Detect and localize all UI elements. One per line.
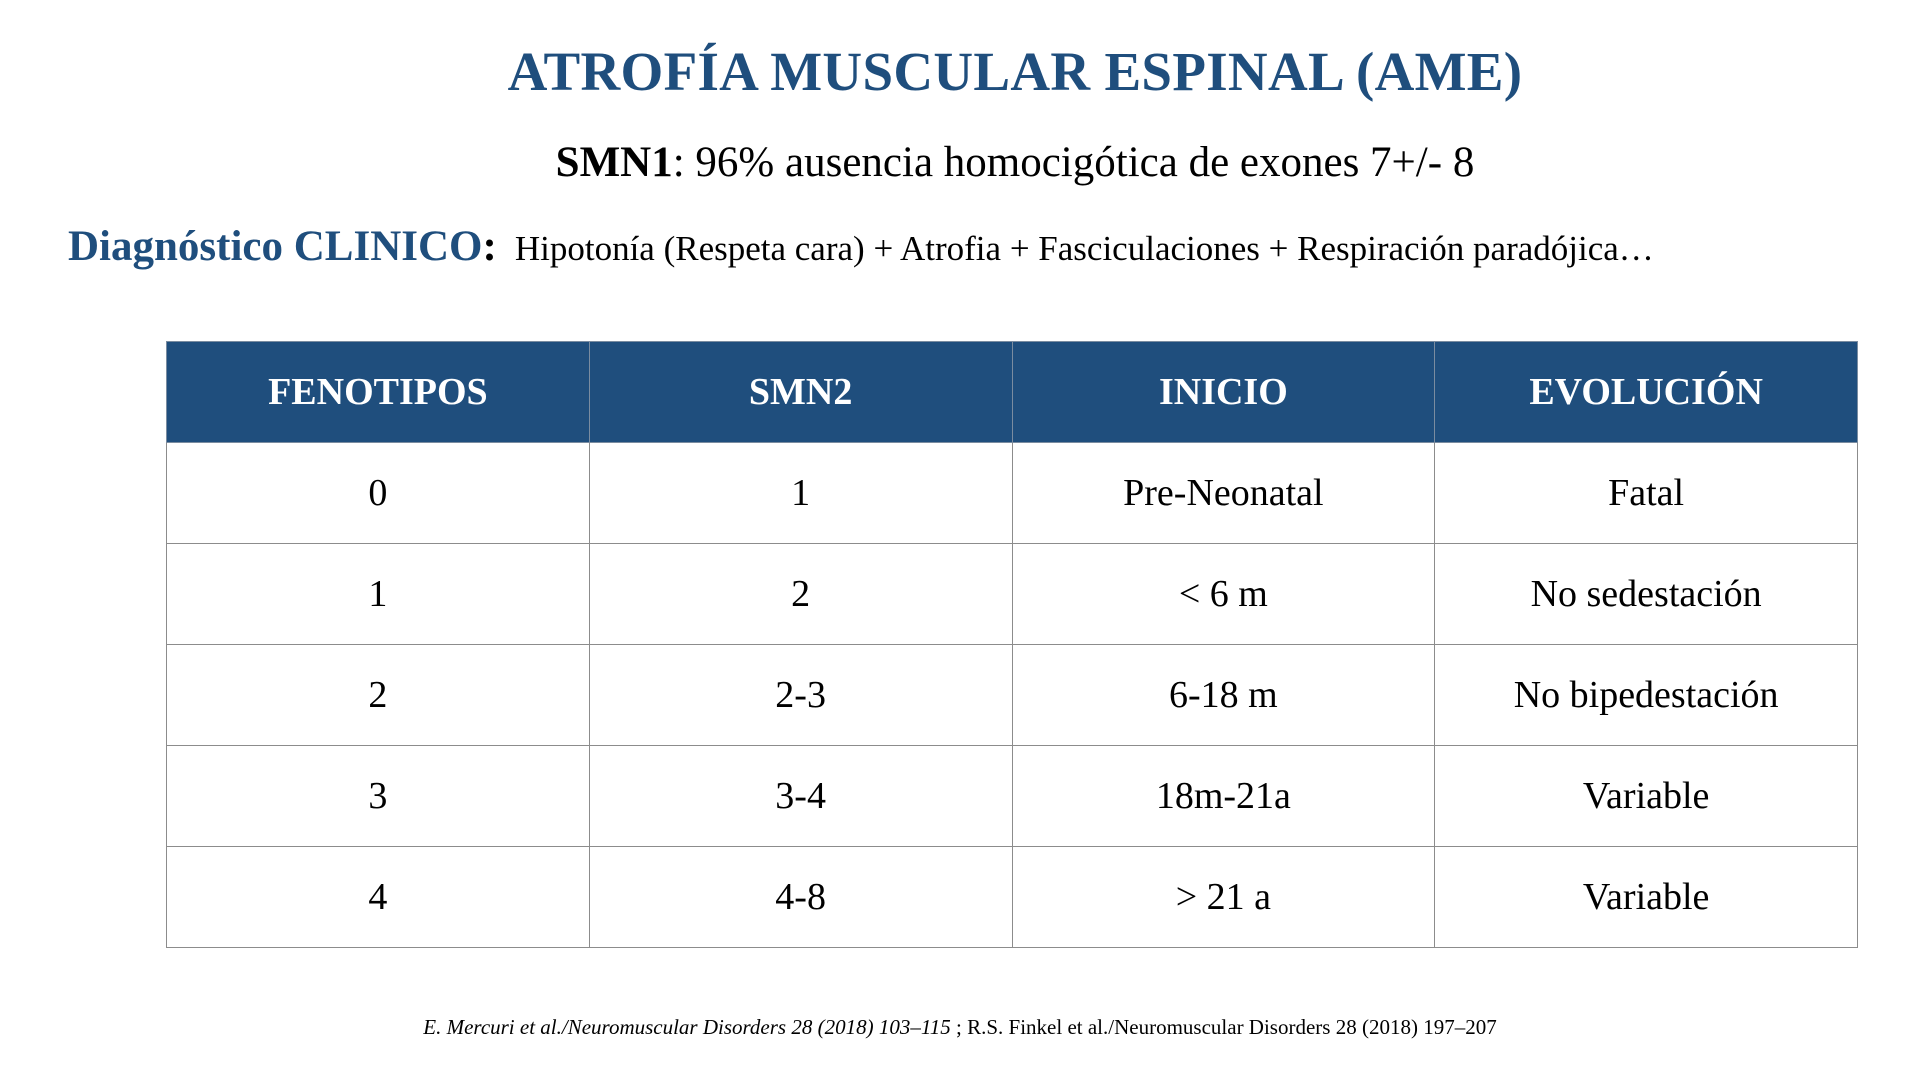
cell-phenotype: 3 — [167, 746, 590, 847]
diagnosis-label: Diagnóstico CLINICO — [68, 223, 483, 270]
cell-phenotype: 4 — [167, 847, 590, 948]
table-row — [167, 544, 1858, 645]
cell-evolution: Variable — [1435, 746, 1858, 847]
cell-evolution: Variable — [1435, 847, 1858, 948]
citation — [0, 1015, 1920, 1040]
cell-onset: < 6 m — [1012, 544, 1435, 645]
cell-phenotype: 1 — [167, 544, 590, 645]
table-row — [167, 847, 1858, 948]
subtitle-text: : 96% ausencia homocigótica de exones 7+/- 8 — [672, 139, 1475, 186]
header-phenotypes: FENOTIPOS — [167, 342, 590, 443]
cell-onset: 18m-21a — [1012, 746, 1435, 847]
diagnosis-colon: : — [482, 223, 497, 270]
citation-mercuri: E. Mercuri et al./Neuromuscular Disorders 28 (2018) 103–115 — [423, 1015, 951, 1039]
header-evolution: EVOLUCIÓN — [1435, 342, 1858, 443]
slide-title: ATROFÍA MUSCULAR ESPINAL (AME) — [507, 41, 1523, 102]
cell-evolution: No bipedestación — [1435, 645, 1858, 746]
table-row — [167, 746, 1858, 847]
citation-finkel: ; R.S. Finkel et al./Neuromuscular Disorders 28 (2018) 197–207 — [950, 1015, 1497, 1039]
cell-smn2: 4-8 — [589, 847, 1012, 948]
table-row — [167, 645, 1858, 746]
cell-evolution: No sedestación — [1435, 544, 1858, 645]
cell-smn2: 3-4 — [589, 746, 1012, 847]
header-smn2: SMN2 — [589, 342, 1012, 443]
cell-onset: > 21 a — [1012, 847, 1435, 948]
cell-evolution: Fatal — [1435, 443, 1858, 544]
phenotype-table — [166, 341, 1858, 948]
diagnosis-text: Hipotonía (Respeta cara) + Atrofia + Fasciculaciones + Respiración paradójica… — [514, 229, 1654, 268]
cell-smn2: 2-3 — [589, 645, 1012, 746]
table-row — [167, 443, 1858, 544]
cell-smn2: 1 — [589, 443, 1012, 544]
table-header-row — [167, 342, 1858, 443]
cell-phenotype: 0 — [167, 443, 590, 544]
cell-onset: Pre-Neonatal — [1012, 443, 1435, 544]
subtitle — [0, 138, 1920, 187]
header-onset: INICIO — [1012, 342, 1435, 443]
gene-name: SMN1 — [555, 139, 673, 186]
cell-onset: 6-18 m — [1012, 645, 1435, 746]
cell-phenotype: 2 — [167, 645, 590, 746]
cell-smn2: 2 — [589, 544, 1012, 645]
clinical-diagnosis — [68, 222, 1654, 271]
